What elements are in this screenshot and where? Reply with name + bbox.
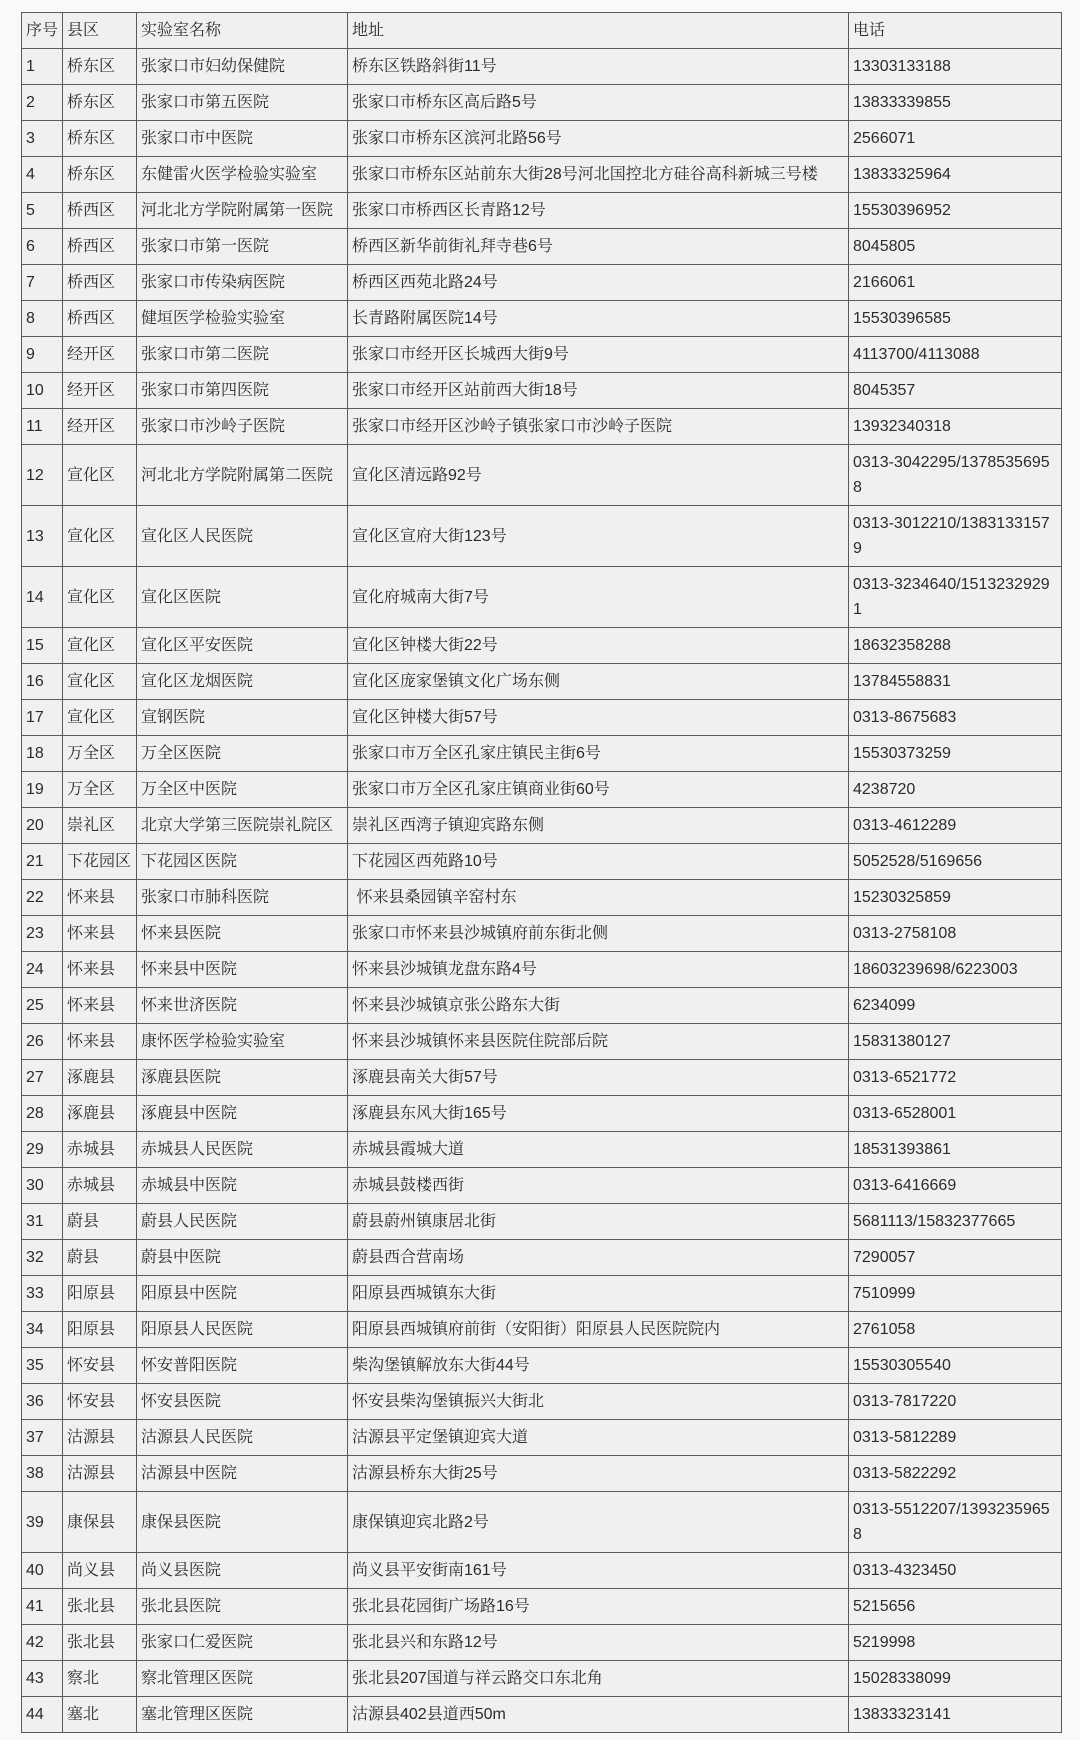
table-row xyxy=(22,1132,1062,1168)
cell-phone: 15530396952 xyxy=(849,193,1062,229)
table-row xyxy=(22,85,1062,121)
cell-row-number: 12 xyxy=(22,445,63,506)
cell-address: 阳原县西城镇东大街 xyxy=(348,1276,849,1312)
cell-district: 怀安县 xyxy=(63,1348,137,1384)
cell-address: 张家口市万全区孔家庄镇商业街60号 xyxy=(348,772,849,808)
cell-address: 蔚县西合营南场 xyxy=(348,1240,849,1276)
cell-row-number: 40 xyxy=(22,1553,63,1589)
table-row xyxy=(22,808,1062,844)
cell-lab-name: 赤城县人民医院 xyxy=(137,1132,348,1168)
cell-phone: 0313-6521772 xyxy=(849,1060,1062,1096)
cell-phone: 15530373259 xyxy=(849,736,1062,772)
cell-district: 阳原县 xyxy=(63,1276,137,1312)
cell-phone: 0313-6528001 xyxy=(849,1096,1062,1132)
cell-district: 宣化区 xyxy=(63,700,137,736)
cell-district: 宣化区 xyxy=(63,664,137,700)
table-row xyxy=(22,409,1062,445)
cell-district: 经开区 xyxy=(63,409,137,445)
cell-phone: 13833323141 xyxy=(849,1697,1062,1733)
cell-district: 怀来县 xyxy=(63,880,137,916)
cell-phone: 15530396585 xyxy=(849,301,1062,337)
table-row xyxy=(22,772,1062,808)
table-row xyxy=(22,700,1062,736)
cell-lab-name: 怀来世济医院 xyxy=(137,988,348,1024)
table-row xyxy=(22,1553,1062,1589)
cell-district: 察北 xyxy=(63,1661,137,1697)
cell-address: 崇礼区西湾子镇迎宾路东侧 xyxy=(348,808,849,844)
cell-address: 赤城县霞城大道 xyxy=(348,1132,849,1168)
col-header-no: 序号 xyxy=(22,13,63,49)
cell-district: 蔚县 xyxy=(63,1240,137,1276)
cell-lab-name: 蔚县中医院 xyxy=(137,1240,348,1276)
cell-phone: 7510999 xyxy=(849,1276,1062,1312)
col-header-address: 地址 xyxy=(348,13,849,49)
cell-row-number: 17 xyxy=(22,700,63,736)
cell-district: 怀安县 xyxy=(63,1384,137,1420)
cell-lab-name: 蔚县人民医院 xyxy=(137,1204,348,1240)
table-row xyxy=(22,121,1062,157)
cell-district: 赤城县 xyxy=(63,1168,137,1204)
cell-row-number: 41 xyxy=(22,1589,63,1625)
col-header-lab-name: 实验室名称 xyxy=(137,13,348,49)
cell-lab-name: 东健雷火医学检验实验室 xyxy=(137,157,348,193)
table-row xyxy=(22,373,1062,409)
cell-district: 尚义县 xyxy=(63,1553,137,1589)
cell-district: 桥西区 xyxy=(63,229,137,265)
cell-lab-name: 北京大学第三医院崇礼院区 xyxy=(137,808,348,844)
cell-row-number: 39 xyxy=(22,1492,63,1553)
table-row xyxy=(22,1589,1062,1625)
cell-address: 张北县花园街广场路16号 xyxy=(348,1589,849,1625)
table-row xyxy=(22,952,1062,988)
cell-row-number: 18 xyxy=(22,736,63,772)
cell-phone: 5052528/5169656 xyxy=(849,844,1062,880)
cell-address: 阳原县西城镇府前街（安阳街）阳原县人民医院院内 xyxy=(348,1312,849,1348)
cell-row-number: 4 xyxy=(22,157,63,193)
cell-lab-name: 下花园区医院 xyxy=(137,844,348,880)
cell-address: 桥西区新华前街礼拜寺巷6号 xyxy=(348,229,849,265)
cell-phone: 13833339855 xyxy=(849,85,1062,121)
cell-address: 张北县兴和东路12号 xyxy=(348,1625,849,1661)
cell-row-number: 5 xyxy=(22,193,63,229)
cell-lab-name: 张家口市第五医院 xyxy=(137,85,348,121)
cell-phone: 0313-5822292 xyxy=(849,1456,1062,1492)
cell-row-number: 44 xyxy=(22,1697,63,1733)
cell-phone: 0313-3012210/13831331579 xyxy=(849,506,1062,567)
cell-phone: 0313-3234640/15132329291 xyxy=(849,567,1062,628)
cell-address: 康保镇迎宾北路2号 xyxy=(348,1492,849,1553)
cell-address: 宣化区宣府大街123号 xyxy=(348,506,849,567)
cell-row-number: 13 xyxy=(22,506,63,567)
cell-row-number: 23 xyxy=(22,916,63,952)
table-row xyxy=(22,506,1062,567)
cell-row-number: 32 xyxy=(22,1240,63,1276)
table-body xyxy=(22,49,1062,1733)
cell-row-number: 11 xyxy=(22,409,63,445)
header-row xyxy=(22,13,1062,49)
cell-lab-name: 张家口市第二医院 xyxy=(137,337,348,373)
cell-phone: 5215656 xyxy=(849,1589,1062,1625)
cell-address: 张家口市桥东区站前东大街28号河北国控北方硅谷高科新城三号楼 xyxy=(348,157,849,193)
table-row xyxy=(22,193,1062,229)
cell-phone: 13784558831 xyxy=(849,664,1062,700)
cell-phone: 18603239698/6223003 xyxy=(849,952,1062,988)
cell-district: 宣化区 xyxy=(63,445,137,506)
cell-address: 涿鹿县南关大街57号 xyxy=(348,1060,849,1096)
cell-phone: 8045805 xyxy=(849,229,1062,265)
cell-phone: 2761058 xyxy=(849,1312,1062,1348)
table-row xyxy=(22,1204,1062,1240)
cell-phone: 15530305540 xyxy=(849,1348,1062,1384)
cell-lab-name: 怀安普阳医院 xyxy=(137,1348,348,1384)
cell-row-number: 36 xyxy=(22,1384,63,1420)
table-row xyxy=(22,1492,1062,1553)
cell-district: 张北县 xyxy=(63,1589,137,1625)
cell-phone: 6234099 xyxy=(849,988,1062,1024)
cell-address: 张家口市桥东区高后路5号 xyxy=(348,85,849,121)
cell-address: 张家口市桥东区滨河北路56号 xyxy=(348,121,849,157)
table-row xyxy=(22,988,1062,1024)
table-row xyxy=(22,1312,1062,1348)
cell-lab-name: 沽源县中医院 xyxy=(137,1456,348,1492)
cell-lab-name: 万全区中医院 xyxy=(137,772,348,808)
cell-address: 柴沟堡镇解放东大街44号 xyxy=(348,1348,849,1384)
cell-address: 怀来县沙城镇京张公路东大街 xyxy=(348,988,849,1024)
cell-address: 沽源县402县道西50m xyxy=(348,1697,849,1733)
cell-phone: 15028338099 xyxy=(849,1661,1062,1697)
cell-lab-name: 张家口市妇幼保健院 xyxy=(137,49,348,85)
cell-district: 张北县 xyxy=(63,1625,137,1661)
cell-address: 下花园区西苑路10号 xyxy=(348,844,849,880)
cell-address: 怀安县柴沟堡镇振兴大街北 xyxy=(348,1384,849,1420)
cell-row-number: 37 xyxy=(22,1420,63,1456)
cell-district: 阳原县 xyxy=(63,1312,137,1348)
table-row xyxy=(22,628,1062,664)
cell-address: 张北县207国道与祥云路交口东北角 xyxy=(348,1661,849,1697)
cell-address: 宣化区钟楼大街22号 xyxy=(348,628,849,664)
cell-lab-name: 张家口市沙岭子医院 xyxy=(137,409,348,445)
cell-address: 宣化区钟楼大街57号 xyxy=(348,700,849,736)
cell-district: 桥东区 xyxy=(63,121,137,157)
cell-address: 张家口市桥西区长青路12号 xyxy=(348,193,849,229)
cell-lab-name: 沽源县人民医院 xyxy=(137,1420,348,1456)
table-row xyxy=(22,880,1062,916)
cell-lab-name: 怀来县中医院 xyxy=(137,952,348,988)
cell-lab-name: 察北管理区医院 xyxy=(137,1661,348,1697)
cell-district: 怀来县 xyxy=(63,952,137,988)
cell-lab-name: 张家口仁爱医院 xyxy=(137,1625,348,1661)
table-row xyxy=(22,567,1062,628)
cell-row-number: 28 xyxy=(22,1096,63,1132)
cell-lab-name: 康保县医院 xyxy=(137,1492,348,1553)
cell-address: 张家口市怀来县沙城镇府前东街北侧 xyxy=(348,916,849,952)
cell-row-number: 34 xyxy=(22,1312,63,1348)
table-row xyxy=(22,1240,1062,1276)
cell-district: 桥西区 xyxy=(63,193,137,229)
cell-phone: 0313-4612289 xyxy=(849,808,1062,844)
table-row xyxy=(22,229,1062,265)
cell-row-number: 27 xyxy=(22,1060,63,1096)
cell-row-number: 25 xyxy=(22,988,63,1024)
cell-district: 蔚县 xyxy=(63,1204,137,1240)
cell-lab-name: 宣钢医院 xyxy=(137,700,348,736)
cell-district: 塞北 xyxy=(63,1697,137,1733)
cell-address: 长青路附属医院14号 xyxy=(348,301,849,337)
cell-phone: 15831380127 xyxy=(849,1024,1062,1060)
cell-phone: 13833325964 xyxy=(849,157,1062,193)
cell-district: 怀来县 xyxy=(63,1024,137,1060)
cell-phone: 15230325859 xyxy=(849,880,1062,916)
cell-district: 沽源县 xyxy=(63,1456,137,1492)
cell-row-number: 22 xyxy=(22,880,63,916)
cell-phone: 13303133188 xyxy=(849,49,1062,85)
cell-address: 张家口市经开区长城西大街9号 xyxy=(348,337,849,373)
col-header-district: 县区 xyxy=(63,13,137,49)
cell-phone: 13932340318 xyxy=(849,409,1062,445)
cell-row-number: 3 xyxy=(22,121,63,157)
table-row xyxy=(22,1420,1062,1456)
cell-lab-name: 张北县医院 xyxy=(137,1589,348,1625)
cell-address: 怀来县桑园镇辛窑村东 xyxy=(348,880,849,916)
cell-district: 沽源县 xyxy=(63,1420,137,1456)
cell-phone: 0313-3042295/13785356958 xyxy=(849,445,1062,506)
cell-district: 桥东区 xyxy=(63,85,137,121)
table-row xyxy=(22,1276,1062,1312)
cell-district: 崇礼区 xyxy=(63,808,137,844)
cell-row-number: 20 xyxy=(22,808,63,844)
cell-district: 万全区 xyxy=(63,772,137,808)
cell-address: 沽源县平定堡镇迎宾大道 xyxy=(348,1420,849,1456)
table-row xyxy=(22,157,1062,193)
table-row xyxy=(22,1697,1062,1733)
cell-phone: 18632358288 xyxy=(849,628,1062,664)
cell-address: 张家口市经开区沙岭子镇张家口市沙岭子医院 xyxy=(348,409,849,445)
cell-phone: 7290057 xyxy=(849,1240,1062,1276)
cell-row-number: 2 xyxy=(22,85,63,121)
cell-district: 经开区 xyxy=(63,337,137,373)
cell-phone: 2166061 xyxy=(849,265,1062,301)
cell-lab-name: 张家口市肺科医院 xyxy=(137,880,348,916)
cell-lab-name: 阳原县中医院 xyxy=(137,1276,348,1312)
cell-lab-name: 河北北方学院附属第一医院 xyxy=(137,193,348,229)
cell-lab-name: 康怀医学检验实验室 xyxy=(137,1024,348,1060)
cell-address: 赤城县鼓楼西街 xyxy=(348,1168,849,1204)
cell-lab-name: 张家口市第四医院 xyxy=(137,373,348,409)
table-row xyxy=(22,1348,1062,1384)
cell-phone: 4113700/4113088 xyxy=(849,337,1062,373)
cell-district: 怀来县 xyxy=(63,988,137,1024)
cell-lab-name: 宣化区龙烟医院 xyxy=(137,664,348,700)
table-row xyxy=(22,1661,1062,1697)
cell-address: 涿鹿县东风大街165号 xyxy=(348,1096,849,1132)
cell-lab-name: 阳原县人民医院 xyxy=(137,1312,348,1348)
cell-phone: 0313-8675683 xyxy=(849,700,1062,736)
table-row xyxy=(22,1168,1062,1204)
cell-district: 怀来县 xyxy=(63,916,137,952)
cell-district: 康保县 xyxy=(63,1492,137,1553)
cell-lab-name: 张家口市第一医院 xyxy=(137,229,348,265)
cell-phone: 0313-5812289 xyxy=(849,1420,1062,1456)
cell-district: 涿鹿县 xyxy=(63,1096,137,1132)
cell-lab-name: 张家口市中医院 xyxy=(137,121,348,157)
cell-district: 宣化区 xyxy=(63,567,137,628)
cell-address: 张家口市经开区站前西大街18号 xyxy=(348,373,849,409)
table-row xyxy=(22,736,1062,772)
cell-phone: 0313-4323450 xyxy=(849,1553,1062,1589)
cell-lab-name: 宣化区人民医院 xyxy=(137,506,348,567)
cell-row-number: 33 xyxy=(22,1276,63,1312)
cell-lab-name: 涿鹿县中医院 xyxy=(137,1096,348,1132)
cell-district: 桥西区 xyxy=(63,265,137,301)
table-row xyxy=(22,1024,1062,1060)
cell-district: 桥东区 xyxy=(63,49,137,85)
table-row xyxy=(22,49,1062,85)
cell-lab-name: 怀安县医院 xyxy=(137,1384,348,1420)
cell-address: 宣化区庞家堡镇文化广场东侧 xyxy=(348,664,849,700)
cell-district: 宣化区 xyxy=(63,628,137,664)
cell-district: 宣化区 xyxy=(63,506,137,567)
cell-row-number: 19 xyxy=(22,772,63,808)
cell-row-number: 8 xyxy=(22,301,63,337)
cell-phone: 8045357 xyxy=(849,373,1062,409)
table-row xyxy=(22,1625,1062,1661)
cell-phone: 0313-2758108 xyxy=(849,916,1062,952)
cell-row-number: 26 xyxy=(22,1024,63,1060)
cell-lab-name: 赤城县中医院 xyxy=(137,1168,348,1204)
cell-phone: 0313-5512207/13932359658 xyxy=(849,1492,1062,1553)
cell-row-number: 16 xyxy=(22,664,63,700)
cell-row-number: 9 xyxy=(22,337,63,373)
cell-row-number: 10 xyxy=(22,373,63,409)
cell-row-number: 30 xyxy=(22,1168,63,1204)
cell-row-number: 7 xyxy=(22,265,63,301)
cell-lab-name: 涿鹿县医院 xyxy=(137,1060,348,1096)
cell-address: 怀来县沙城镇怀来县医院住院部后院 xyxy=(348,1024,849,1060)
cell-lab-name: 塞北管理区医院 xyxy=(137,1697,348,1733)
table-row xyxy=(22,664,1062,700)
cell-address: 蔚县蔚州镇康居北街 xyxy=(348,1204,849,1240)
cell-phone: 4238720 xyxy=(849,772,1062,808)
cell-phone: 0313-6416669 xyxy=(849,1168,1062,1204)
cell-phone: 0313-7817220 xyxy=(849,1384,1062,1420)
cell-row-number: 29 xyxy=(22,1132,63,1168)
cell-district: 桥东区 xyxy=(63,157,137,193)
cell-address: 尚义县平安街南161号 xyxy=(348,1553,849,1589)
cell-row-number: 14 xyxy=(22,567,63,628)
cell-lab-name: 健垣医学检验实验室 xyxy=(137,301,348,337)
cell-lab-name: 河北北方学院附属第二医院 xyxy=(137,445,348,506)
cell-row-number: 6 xyxy=(22,229,63,265)
table-row xyxy=(22,1060,1062,1096)
cell-phone: 18531393861 xyxy=(849,1132,1062,1168)
table-row xyxy=(22,265,1062,301)
cell-phone: 5219998 xyxy=(849,1625,1062,1661)
cell-district: 涿鹿县 xyxy=(63,1060,137,1096)
table-row xyxy=(22,844,1062,880)
cell-lab-name: 张家口市传染病医院 xyxy=(137,265,348,301)
cell-address: 沽源县桥东大街25号 xyxy=(348,1456,849,1492)
table-row xyxy=(22,337,1062,373)
cell-row-number: 15 xyxy=(22,628,63,664)
cell-district: 赤城县 xyxy=(63,1132,137,1168)
table-row xyxy=(22,1456,1062,1492)
cell-row-number: 35 xyxy=(22,1348,63,1384)
cell-address: 张家口市万全区孔家庄镇民主街6号 xyxy=(348,736,849,772)
table-row xyxy=(22,301,1062,337)
cell-row-number: 1 xyxy=(22,49,63,85)
cell-district: 下花园区 xyxy=(63,844,137,880)
cell-lab-name: 宣化区医院 xyxy=(137,567,348,628)
cell-lab-name: 怀来县医院 xyxy=(137,916,348,952)
cell-lab-name: 宣化区平安医院 xyxy=(137,628,348,664)
cell-district: 桥西区 xyxy=(63,301,137,337)
cell-address: 怀来县沙城镇龙盘东路4号 xyxy=(348,952,849,988)
cell-row-number: 21 xyxy=(22,844,63,880)
col-header-phone: 电话 xyxy=(849,13,1062,49)
table-row xyxy=(22,916,1062,952)
cell-address: 宣化区清远路92号 xyxy=(348,445,849,506)
cell-row-number: 31 xyxy=(22,1204,63,1240)
lab-list-table xyxy=(21,12,1062,1733)
cell-address: 宣化府城南大街7号 xyxy=(348,567,849,628)
cell-lab-name: 尚义县医院 xyxy=(137,1553,348,1589)
cell-district: 经开区 xyxy=(63,373,137,409)
cell-phone: 2566071 xyxy=(849,121,1062,157)
cell-lab-name: 万全区医院 xyxy=(137,736,348,772)
cell-row-number: 24 xyxy=(22,952,63,988)
table-row xyxy=(22,445,1062,506)
cell-district: 万全区 xyxy=(63,736,137,772)
cell-row-number: 38 xyxy=(22,1456,63,1492)
cell-address: 桥东区铁路斜街11号 xyxy=(348,49,849,85)
cell-address: 桥西区西苑北路24号 xyxy=(348,265,849,301)
cell-row-number: 42 xyxy=(22,1625,63,1661)
table-row xyxy=(22,1096,1062,1132)
cell-phone: 5681113/15832377665 xyxy=(849,1204,1062,1240)
cell-row-number: 43 xyxy=(22,1661,63,1697)
table-row xyxy=(22,1384,1062,1420)
